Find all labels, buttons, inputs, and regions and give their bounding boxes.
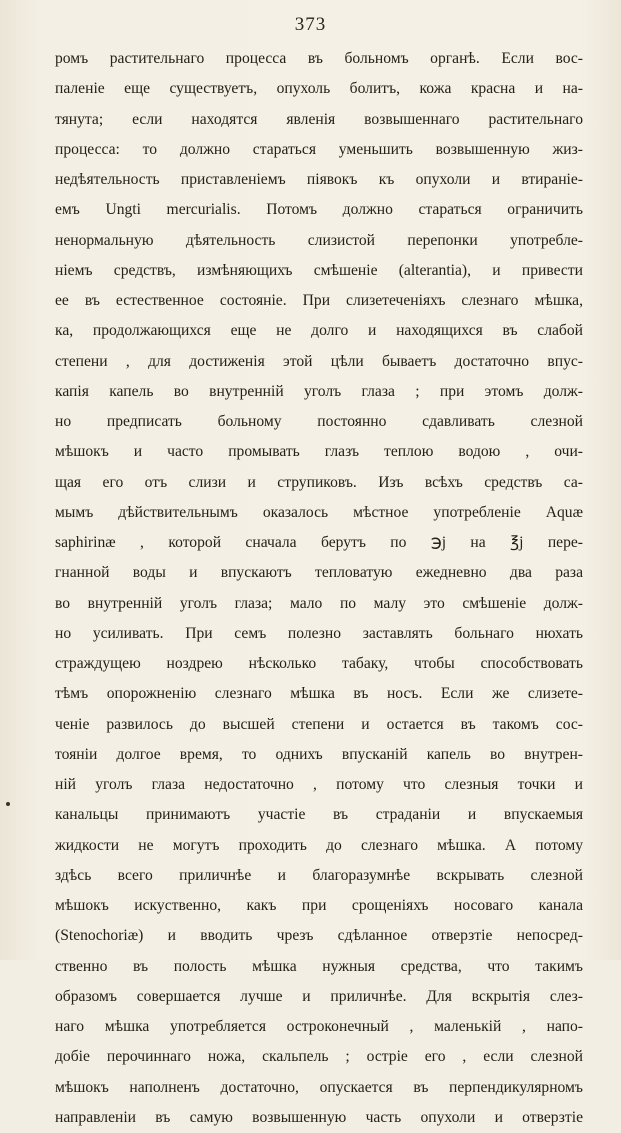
text-line: степени , для достиженія этой цѣли бываетъ достаточно впус- [55,352,583,370]
text-line: ее въ естественное состояніе. При слизетеченіяхъ слезнаго мѣшка, [55,292,583,309]
text-line: ченіе развилось до высшей степени и остается въ такомъ сос- [55,715,583,733]
text-line: образомъ совершается лучше и приличнѣе. Для вскрытія слез- [55,987,583,1005]
text-line: добіе перочиннаго ножа, скальпель ; остріе его , если слезной [55,1048,583,1066]
text-line: канальцы принимаютъ участіе въ страданіи и впускаемыя [55,806,583,824]
text-line: мымъ дѣйствительнымъ оказалось мѣстное употребленіе Aquæ [55,503,583,521]
text-line: паленіе еще существуетъ, опухоль болитъ, кожа красна и на- [55,80,583,98]
text-line: наго мѣшка употребляется остроконечный , маленькій , напо- [55,1018,583,1035]
page-number: 373 [294,14,327,35]
text-line: тѣмъ опорожненію слезнаго мѣшка въ носъ. Если же слизете- [55,685,583,703]
text-line: направленіи въ самую возвышенную часть опухоли и отверзтіе [55,1108,583,1126]
text-line: тояніи долгое время, то однихъ впусканій капель во внутрен- [55,745,583,763]
text-line: тянута; если находятся явленія возвышеннаго растительнаго [55,110,583,128]
text-line: мѣшокъ наполненъ достаточно, опускается въ перпендикулярномъ [55,1078,583,1096]
text-line: жидкости не могутъ проходить до слезнаго мѣшка. А потому [55,836,583,854]
text-line: щая его отъ слизи и струпиковъ. Изъ всѣхъ средствъ са- [55,473,583,491]
text-line: здѣсь всего приличнѣе и благоразумнѣе вскрывать слезной [55,866,583,884]
body-text [55,44,583,1133]
text-line: ственно въ полость мѣшка нужныя средства, что такимъ [55,957,583,975]
text-line: во внутренній уголъ глаза; мало по малу это смѣшеніе долж- [55,594,583,612]
text-line: ній уголъ глаза недостаточно , потому что слезныя точки и [55,776,583,793]
text-line: saphirinæ , которой сначала берутъ по ℈j на ℥j пере- [55,534,583,551]
text-line: ка, продолжающихся еще не долго и находящихся въ слабой [55,322,583,340]
text-line: капія капель во внутренній уголъ глаза ; при этомъ долж- [55,382,583,400]
margin-dot [6,802,10,806]
text-line: но предписать больному постоянно сдавливать слезной [55,413,583,430]
text-line: емъ Ungti mercurialis. Потомъ должно стараться ограничить [55,201,583,219]
text-line: страждущею ноздрею нѣсколько табаку, чтобы способствовать [55,655,583,672]
text-line: но усиливать. При семъ полезно заставлять больнаго нюхать [55,624,583,642]
text-line: ніемъ средствъ, измѣняющихъ смѣшеніе (alterantia), и привести [55,261,583,279]
text-line: мѣшокъ искуственно, какъ при срощеніяхъ носоваго канала [55,897,583,914]
text-line: ромъ растительнаго процесса въ больномъ органѣ. Если вос- [55,50,583,67]
text-line: гнанной воды и впускаютъ тепловатую ежедневно два раза [55,564,583,582]
text-line: мѣшокъ и часто промывать глазъ теплою водою , очи- [55,443,583,461]
text-line: (Stenochoriæ) и вводить чрезъ сдѣланное отверзтіе непосред- [55,927,583,945]
text-line: недѣятельность приставленіемъ піявокъ къ опухоли и втираніе- [55,171,583,188]
text-line: процесса: то должно стараться уменьшить возвышенную жиз- [55,140,583,158]
text-line: ненормальную дѣятельность слизистой перепонки употребле- [55,231,583,249]
